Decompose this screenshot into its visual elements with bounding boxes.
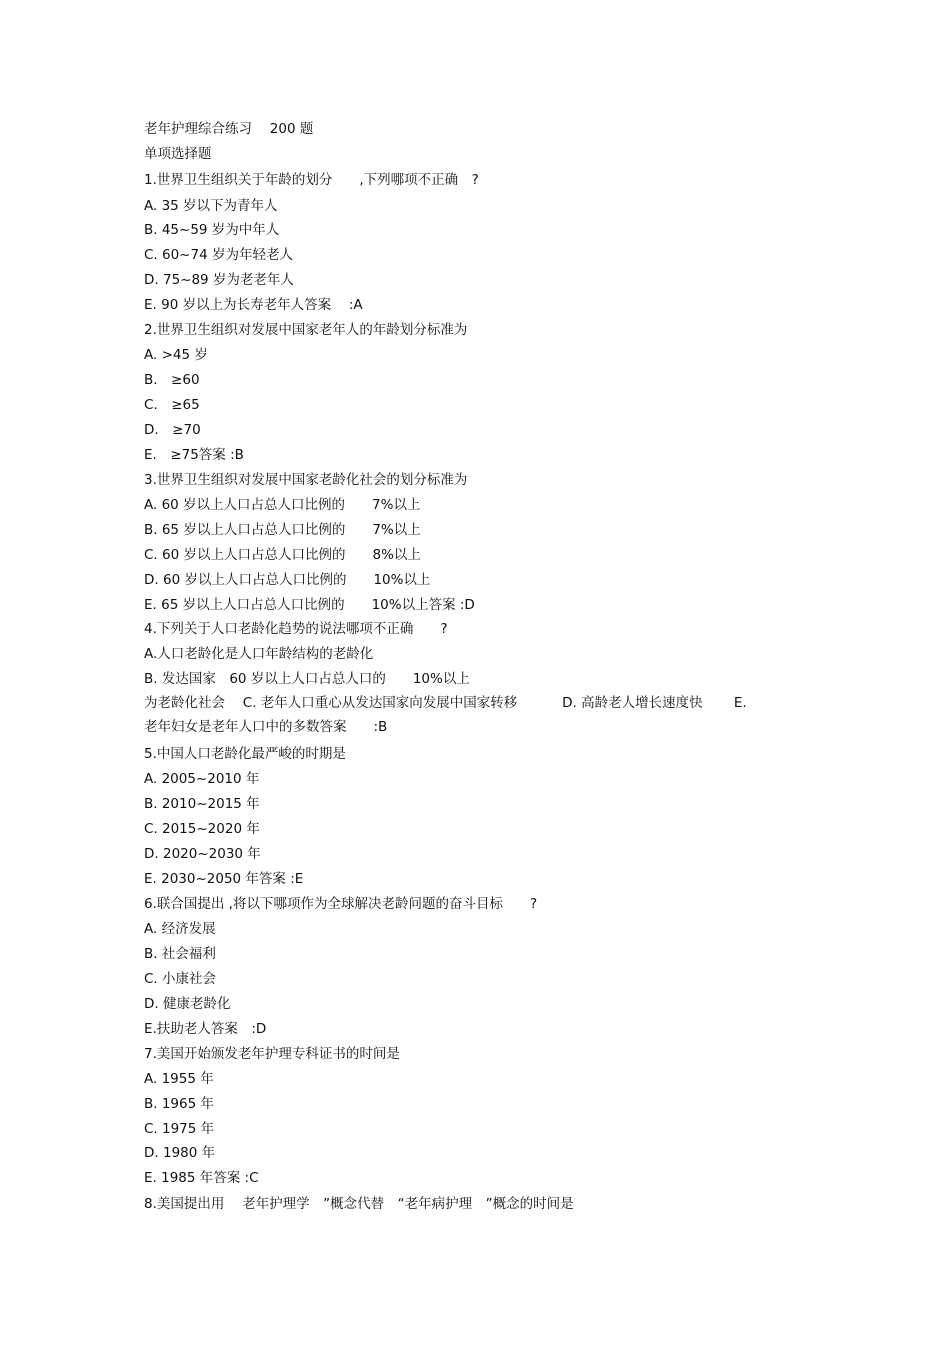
option-line: D. 2020~2030 年: [144, 846, 261, 862]
option-line-answer: 老年妇女是老年人口中的多数答案 :B: [144, 719, 388, 735]
option-line: B. ≥60: [144, 372, 200, 388]
option-line-answer: E.扶助老人答案 :D: [144, 1021, 267, 1037]
option-line-answer: E. 65 岁以上人口占总人口比例的 10%以上答案 :D: [144, 597, 475, 613]
option-line: B. 社会福利: [144, 946, 216, 962]
option-line: B. 1965 年: [144, 1096, 214, 1112]
option-line: A. 2005~2010 年: [144, 771, 260, 787]
question-4: 4.下列关于人口老龄化趋势的说法哪项不正确 ?: [144, 621, 448, 637]
option-line: C. 1975 年: [144, 1121, 215, 1137]
question-7: 7.美国开始颁发老年护理专科证书的时间是: [144, 1046, 400, 1062]
option-line-answer: E. 2030~2050 年答案 :E: [144, 871, 304, 887]
option-line: 为老龄化社会 C. 老年人口重心从发达国家向发展中国家转移 D. 高龄老人增长速度快 E.: [144, 695, 747, 711]
option-line: D. 健康老龄化: [144, 996, 231, 1012]
question-5: 5.中国人口老龄化最严峻的时期是: [144, 746, 346, 762]
option-line: C. ≥65: [144, 397, 200, 413]
option-line: B. 65 岁以上人口占总人口比例的 7%以上: [144, 522, 421, 538]
option-line: C. 小康社会: [144, 971, 217, 987]
option-line: C. 2015~2020 年: [144, 821, 260, 837]
option-line: A. 60 岁以上人口占总人口比例的 7%以上: [144, 497, 421, 513]
option-line-answer: E. 1985 年答案 :C: [144, 1170, 259, 1186]
question-6: 6.联合国提出 ,将以下哪项作为全球解决老龄问题的奋斗目标 ?: [144, 896, 538, 912]
option-line: A.人口老龄化是人口年龄结构的老龄化: [144, 646, 374, 662]
option-line: C. 60~74 岁为年轻老人: [144, 247, 293, 263]
option-line: B. 2010~2015 年: [144, 796, 260, 812]
question-1: 1.世界卫生组织关于年龄的划分 ,下列哪项不正确 ?: [144, 172, 479, 188]
option-line-answer: E. ≥75答案 :B: [144, 447, 244, 463]
document-title: 老年护理综合练习 200 题: [144, 121, 314, 137]
option-line: A. >45 岁: [144, 347, 208, 363]
option-line: D. ≥70: [144, 422, 201, 438]
option-line: B. 45~59 岁为中年人: [144, 222, 280, 238]
option-line: D. 75~89 岁为老老年人: [144, 272, 294, 288]
option-line: A. 35 岁以下为青年人: [144, 198, 278, 214]
option-line: D. 60 岁以上人口占总人口比例的 10%以上: [144, 572, 431, 588]
question-2: 2.世界卫生组织对发展中国家老年人的年龄划分标准为: [144, 322, 468, 338]
option-line: A. 经济发展: [144, 921, 216, 937]
question-3: 3.世界卫生组织对发展中国家老龄化社会的划分标准为: [144, 472, 468, 488]
question-8: 8.美国提出用 老年护理学 ”概念代替 “老年病护理 ”概念的时间是: [144, 1196, 574, 1212]
option-line: A. 1955 年: [144, 1071, 214, 1087]
option-line: B. 发达国家 60 岁以上人口占总人口的 10%以上: [144, 671, 470, 687]
option-line: D. 1980 年: [144, 1145, 216, 1161]
option-line: C. 60 岁以上人口占总人口比例的 8%以上: [144, 547, 421, 563]
option-line-answer: E. 90 岁以上为长寿老年人答案 :A: [144, 297, 363, 313]
section-heading: 单项选择题: [144, 146, 212, 162]
